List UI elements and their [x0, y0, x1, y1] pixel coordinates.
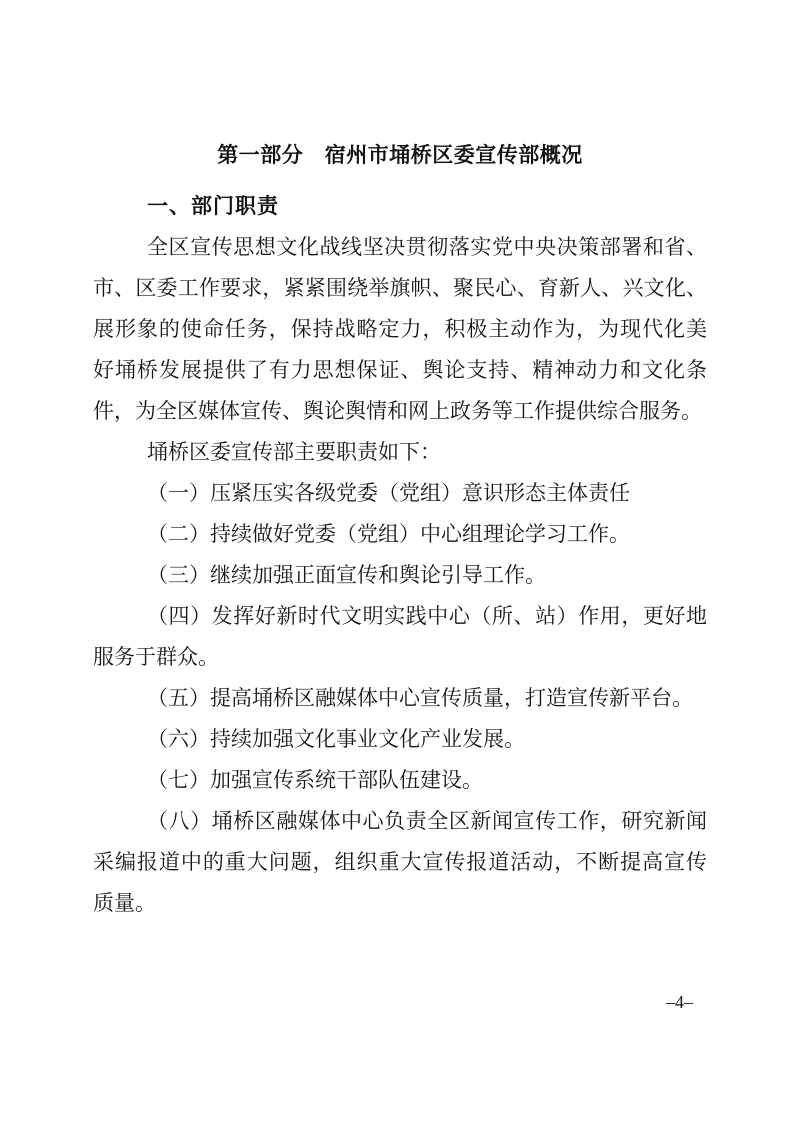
duty-item-7: （七）加强宣传系统干部队伍建设。: [147, 768, 483, 792]
paragraph-line: 市、区委工作要求，紧紧围绕举旗帜、聚民心、育新人、兴文化、: [93, 276, 707, 300]
paragraph-line: 好埇桥发展提供了有力思想保证、舆论支持、精神动力和文化条: [93, 358, 707, 382]
duty-item-4-cont: 服务于群众。: [93, 645, 219, 669]
page-number: –4–: [666, 992, 693, 1012]
duty-item-8: （八）埇桥区融媒体中心负责全区新闻宣传工作，研究新闻: [147, 809, 707, 833]
document-content: [93, 135, 707, 924]
section-heading: 一、部门职责: [147, 195, 279, 218]
paragraph-line: 件，为全区媒体宣传、舆论舆情和网上政务等工作提供综合服务。: [93, 399, 702, 423]
paragraph-line: 埇桥区委宣传部主要职责如下：: [147, 440, 441, 464]
paragraph-line: 展形象的使命任务，保持战略定力，积极主动作为，为现代化美: [93, 317, 707, 341]
duty-item-6: （六）持续加强文化事业文化产业发展。: [147, 727, 525, 751]
duty-item-3: （三）继续加强正面宣传和舆论引导工作。: [147, 563, 546, 587]
duty-item-8-end: 质量。: [93, 891, 156, 915]
document-title: 第一部分 宿州市埇桥区委宣传部概况: [217, 144, 583, 167]
duty-item-4: （四）发挥好新时代文明实践中心（所、站）作用，更好地: [147, 604, 707, 628]
duty-item-2: （二）持续做好党委（党组）中心组理论学习工作。: [147, 522, 630, 546]
duty-item-1: （一）压紧压实各级党委（党组）意识形态主体责任: [147, 481, 630, 505]
duty-item-5: （五）提高埇桥区融媒体中心宣传质量，打造宣传新平台。: [147, 686, 693, 710]
duty-item-8-cont: 采编报道中的重大问题，组织重大宣传报道活动，不断提高宣传: [93, 850, 707, 874]
paragraph-line: 全区宣传思想文化战线坚决贯彻落实党中央决策部署和省、: [147, 235, 707, 259]
